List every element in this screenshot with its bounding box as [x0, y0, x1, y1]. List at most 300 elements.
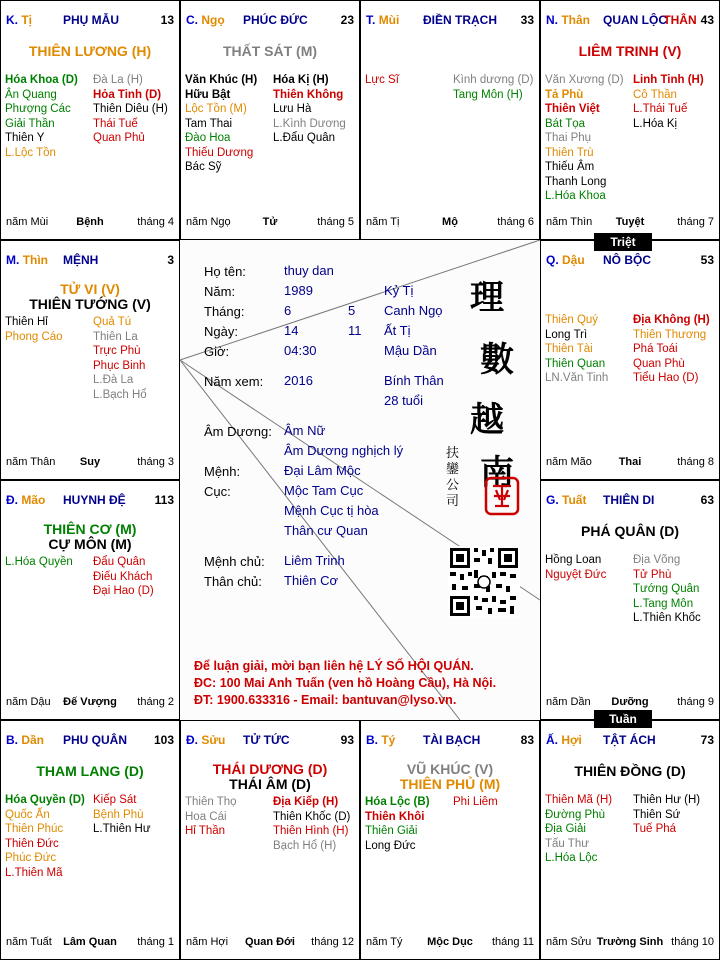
minor-star: Hóa Kị (H): [273, 74, 329, 86]
palace-year: năm Sửu: [546, 936, 592, 948]
palace-name: HUYNH ĐỆ: [63, 493, 126, 507]
minor-star: Thiên Quý: [545, 314, 599, 326]
palace-branch: Mão: [21, 493, 46, 507]
minor-star: Thiên Tài: [545, 343, 593, 355]
hour-can: Mậu Dần: [384, 343, 437, 358]
main-star: TỬ VI (V): [60, 281, 120, 297]
cuc-value-3: Thân cư Quan: [284, 523, 368, 538]
palace-header: [186, 733, 354, 749]
menh-chu-label: Mệnh chủ:: [204, 554, 265, 569]
than-chu-value: Thiên Cơ: [284, 573, 339, 588]
palace-number: 3: [167, 253, 174, 267]
star-list-right: [93, 315, 180, 402]
minor-star: Quan Phủ: [93, 132, 145, 144]
palace-tuat: [540, 480, 720, 720]
minor-star: Thiên Quan: [545, 357, 606, 370]
palace-month: tháng 12: [311, 936, 354, 948]
minor-star: Thai Phụ: [545, 132, 592, 144]
minor-star: Lộc Tồn (M): [185, 103, 247, 115]
palace-ngo: [180, 0, 360, 240]
minor-star: L.Hóa Lộc: [545, 852, 598, 864]
palace-branch: Tuất: [562, 493, 587, 507]
palace-branch: Thìn: [22, 253, 49, 267]
palace-branch-prefix: Ấ.: [546, 733, 558, 747]
palace-number-group: [341, 13, 354, 27]
palace-number: 73: [700, 733, 714, 747]
minor-star: Long Trì: [545, 328, 588, 341]
minor-star: Thiên Đức: [5, 837, 59, 850]
palace-month: tháng 8: [677, 456, 714, 468]
minor-star: Hóa Khoa (D): [5, 74, 78, 86]
main-star: THIÊN CƠ (M): [43, 521, 137, 537]
palace-footer: [546, 456, 714, 470]
palace-number: 33: [520, 13, 534, 27]
palace-name: PHU QUÂN: [63, 733, 128, 747]
palace-name: MỆNH: [63, 253, 99, 267]
palace-header: [6, 253, 174, 269]
palace-number-group: [167, 253, 174, 267]
star-list-left: [185, 795, 273, 839]
palace-month: tháng 1: [137, 936, 174, 948]
minor-star: Thiên Diêu (H): [93, 103, 168, 115]
palace-branch-prefix: Q.: [546, 253, 559, 267]
palace-branch: Mùi: [378, 13, 400, 27]
palace-month: tháng 9: [677, 696, 714, 708]
minor-star: Tả Phù: [545, 88, 584, 101]
palace-header: [6, 493, 174, 509]
main-star: THAM LANG (D): [36, 763, 144, 779]
palace-branch-prefix: G.: [546, 493, 559, 507]
minor-star: Giải Thần: [5, 117, 55, 130]
palace-number-group: [701, 493, 714, 507]
star-list-left: [545, 313, 633, 386]
palace-stage: Dưỡng: [611, 696, 649, 708]
palace-branch: Thân: [561, 13, 591, 27]
palace-number-group: [521, 13, 534, 27]
palace-stage: Mộc Dục: [427, 936, 473, 948]
palace-header: [546, 733, 714, 749]
minor-star: Địa Võng: [633, 554, 681, 566]
palace-branch: Ngọ: [201, 13, 225, 27]
minor-star: Đại Hao (D): [93, 585, 154, 597]
star-list-left: [365, 73, 453, 88]
minor-star: Tiểu Hao (D): [633, 372, 699, 384]
palace-footer: [366, 936, 534, 950]
triet-tag: Triệt: [594, 233, 652, 251]
minor-star: Lưu Hà: [273, 103, 312, 115]
minor-star: L.Thiên Mã: [5, 866, 63, 879]
star-list-right: [93, 73, 180, 146]
minor-star: Địa Không (H): [633, 314, 710, 326]
minor-star: Tam Thai: [185, 117, 233, 130]
minor-star: Thiên Thương: [633, 328, 707, 341]
palace-month: tháng 11: [491, 936, 534, 948]
qr-code: [448, 546, 520, 618]
minor-star: Thanh Long: [545, 175, 607, 188]
palace-name: TÀI BẠCH: [423, 733, 481, 747]
minor-star: Bát Tọa: [545, 117, 586, 130]
palace-dan: [0, 720, 180, 960]
star-list-left: [545, 73, 633, 204]
amduong-value-2: Âm Dương nghịch lý: [284, 443, 404, 458]
star-list-right: [273, 795, 360, 853]
month-can: Canh Ngọ: [384, 303, 443, 318]
hour-label: Giờ:: [204, 344, 230, 359]
minor-star: Bác Sỹ: [185, 161, 222, 173]
palace-branch-prefix: B.: [366, 733, 378, 747]
palace-year: năm Thìn: [546, 216, 593, 228]
palace-month: tháng 10: [671, 936, 714, 948]
palace-footer: [186, 216, 354, 230]
palace-stage: Đế Vượng: [63, 696, 117, 708]
minor-star: Thiên Phúc: [5, 823, 64, 835]
minor-star: Thiên Sứ: [633, 808, 681, 821]
year-value: 1989: [284, 283, 313, 298]
minor-star: Nguyệt Đức: [545, 568, 607, 581]
palace-branch-prefix: B.: [6, 733, 18, 747]
palace-branch-prefix: C.: [186, 13, 198, 27]
star-list-right: [633, 73, 720, 131]
palace-number: 103: [153, 733, 174, 747]
minor-star: L.Bạch Hổ: [93, 388, 147, 401]
minor-star: L.Đà La: [93, 374, 134, 386]
palace-header: [546, 253, 714, 269]
minor-star: Thiên Giải: [365, 825, 418, 837]
palace-footer: [6, 696, 174, 710]
palace-header: [366, 13, 534, 29]
age-value: 28 tuổi: [384, 393, 424, 408]
palace-stage: Thai: [618, 456, 642, 468]
star-list-right: [453, 795, 540, 810]
main-star: CỰ MÔN (M): [48, 536, 132, 552]
minor-star: L.Hóa Khoa: [545, 190, 606, 202]
minor-star: Phá Toái: [633, 343, 678, 355]
day-label: Ngày:: [204, 324, 238, 339]
star-list-left: [5, 73, 93, 160]
palace-name: ĐIỀN TRẠCH: [423, 13, 497, 27]
main-star: THIÊN TƯỚNG (V): [29, 296, 151, 312]
palace-number-group: [663, 13, 714, 27]
palace-footer: [546, 936, 714, 950]
minor-star: Thiên Hư (H): [633, 794, 701, 806]
palace-number-group: [521, 733, 534, 747]
palace-branch: Tị: [21, 13, 33, 27]
palace-footer: [546, 216, 714, 230]
star-list-right: [633, 553, 720, 626]
view-year-value: 2016: [284, 373, 313, 388]
minor-star: Điếu Khách: [93, 570, 153, 583]
hour-value: 04:30: [284, 343, 317, 358]
palace-year: năm Hợi: [186, 936, 229, 948]
palace-name: QUAN LỘC: [603, 13, 667, 27]
star-list-left: [365, 795, 453, 853]
main-star: PHÁ QUÂN (D): [581, 523, 679, 539]
palace-month: tháng 4: [137, 216, 174, 228]
palace-name: TỬ TỨC: [243, 733, 290, 747]
minor-star: Thiếu Âm: [545, 161, 595, 173]
calligraphy-small-text: 扶鑾公司: [446, 446, 460, 509]
main-star: LIÊM TRINH (V): [578, 43, 682, 59]
red-seal-stamp: [484, 476, 520, 516]
palace-footer: [366, 216, 534, 230]
minor-star: Thiên La: [93, 330, 138, 343]
minor-star: Quốc Ấn: [5, 808, 50, 821]
palace-footer: [6, 936, 174, 950]
palace-year: năm Mão: [546, 456, 592, 468]
palace-year: năm Dần: [546, 696, 591, 708]
palace-suu: [180, 720, 360, 960]
calligraphy-char-2: 數: [480, 340, 514, 380]
palace-number: 93: [340, 733, 354, 747]
palace-branch: Sửu: [201, 733, 226, 747]
palace-year: năm Tị: [366, 216, 400, 228]
minor-star: Thiên Hình (H): [273, 825, 349, 837]
palace-year: năm Tuất: [6, 936, 52, 948]
palace-name: THIÊN DI: [603, 493, 655, 507]
amduong-value-1: Âm Nữ: [284, 423, 326, 438]
minor-star: Hữu Bật: [185, 88, 231, 101]
star-list-right: [633, 313, 720, 386]
star-list-right: [453, 73, 540, 102]
cuc-value-2: Mệnh Cục tị hòa: [284, 503, 379, 518]
palace-number: 83: [520, 733, 534, 747]
view-year-can: Bính Thân: [384, 373, 444, 388]
minor-star: Thiên Khôi: [365, 810, 425, 823]
star-list-right: [93, 555, 180, 599]
minor-star: Thiên Việt: [545, 103, 600, 115]
palace-mao: [0, 480, 180, 720]
minor-star: L.Hóa Quyền: [5, 556, 73, 568]
main-star: THẤT SÁT (M): [222, 43, 318, 59]
minor-star: Bạch Hổ (H): [273, 839, 337, 852]
than-marker: THÂN: [663, 13, 697, 27]
amduong-label: Âm Dương:: [204, 424, 272, 439]
menh-label: Mệnh:: [204, 464, 241, 479]
minor-star: Thái Tuế: [93, 117, 138, 130]
star-list-left: [5, 793, 93, 880]
palace-year: năm Thân: [6, 456, 56, 468]
palace-footer: [6, 216, 174, 230]
main-star: THIÊN LƯƠNG (H): [28, 43, 152, 59]
palace-stage: Quan Đới: [245, 936, 295, 948]
minor-star: Tử Phù: [633, 568, 672, 581]
palace-month: tháng 6: [497, 216, 534, 228]
contact-line-1: Để luận giải, mời bạn liên hệ LÝ SỐ HỘI QUÁN.: [194, 659, 474, 673]
day-solar: 14: [284, 323, 299, 338]
minor-star: L.Kình Dương: [273, 117, 346, 130]
palace-number: 113: [154, 493, 174, 507]
minor-star: L.Đẩu Quân: [273, 132, 336, 144]
palace-number: 23: [340, 13, 354, 27]
palace-name: PHỤ MẪU: [63, 13, 119, 27]
contact-block: [194, 658, 496, 709]
palace-number-group: [154, 733, 174, 747]
main-star: THIÊN ĐỒNG (D): [574, 763, 686, 779]
palace-number: 43: [700, 13, 714, 27]
minor-star: L.Hóa Kị: [633, 117, 678, 130]
month-solar: 6: [284, 303, 292, 318]
palace-year: năm Ngọ: [186, 216, 231, 228]
palace-footer: [6, 456, 174, 470]
minor-star: Đường Phù: [545, 808, 605, 821]
minor-star: Thiên Thọ: [185, 796, 237, 808]
menh-chu-value: Liêm Trinh: [284, 553, 345, 568]
star-list-left: [545, 793, 633, 866]
palace-stage: Trường Sinh: [596, 936, 664, 948]
minor-star: Tấu Thư: [545, 837, 589, 850]
palace-year: năm Mùi: [6, 216, 49, 228]
center-info-panel: [180, 240, 540, 720]
palace-number-group: [341, 733, 354, 747]
minor-star: Kiếp Sát: [93, 794, 137, 806]
star-list-right: [633, 793, 720, 837]
month-lunar: 5: [348, 303, 356, 318]
than-chu-label: Thân chủ:: [204, 574, 262, 589]
year-can: Kỷ Tị: [384, 283, 414, 298]
minor-star: Hóa Quyền (D): [5, 794, 85, 806]
minor-star: Phượng Các: [5, 103, 71, 115]
minor-star: Địa Giải: [545, 823, 586, 835]
minor-star: Long Đức: [365, 839, 416, 852]
palace-than: [540, 0, 720, 240]
palace-month: tháng 7: [677, 216, 714, 228]
minor-star: L.Thiên Hư: [93, 823, 151, 835]
palace-number-group: [701, 733, 714, 747]
palace-stage: Tuyệt: [615, 216, 645, 228]
name-value: thuy dan: [284, 263, 334, 278]
main-star: THÁI DƯƠNG (D): [212, 761, 328, 777]
palace-month: tháng 3: [137, 456, 174, 468]
minor-star: Văn Xương (D): [545, 74, 624, 86]
star-list-right: [273, 73, 360, 146]
palace-ti: [360, 720, 540, 960]
palace-header: [546, 493, 714, 509]
palace-branch: Hợi: [561, 733, 582, 747]
minor-star: L.Tang Môn: [633, 597, 694, 610]
palace-header: [186, 13, 354, 29]
view-year-label: Năm xem:: [204, 374, 264, 389]
minor-star: Lực Sĩ: [365, 74, 399, 86]
palace-branch-prefix: T.: [366, 13, 376, 27]
minor-star: Ân Quang: [5, 88, 57, 101]
palace-number: 53: [700, 253, 714, 267]
palace-branch-prefix: N.: [546, 13, 558, 27]
star-list-left: [5, 315, 93, 344]
minor-star: Hóa Lộc (B): [365, 796, 430, 808]
minor-star: Đào Hoa: [185, 132, 231, 144]
minor-star: Tuế Phá: [633, 823, 677, 835]
minor-star: Phi Liêm: [453, 796, 498, 808]
minor-star: Kình dương (D): [453, 74, 534, 86]
minor-star: Hỏa Tinh (D): [93, 88, 162, 101]
minor-star: Tang Môn (H): [453, 88, 523, 101]
palace-year: năm Dậu: [6, 696, 51, 708]
minor-star: Đà La (H): [93, 74, 143, 86]
star-list-left: [5, 555, 93, 570]
day-can: Ất Tị: [384, 323, 411, 338]
star-list-left: [185, 73, 273, 175]
minor-star: Địa Kiếp (H): [273, 796, 339, 808]
minor-star: Hồng Loan: [545, 554, 602, 566]
palace-name: NÔ BỘC: [603, 253, 651, 267]
palace-month: tháng 2: [137, 696, 174, 708]
name-label: Họ tên:: [204, 264, 246, 279]
palace-name: PHÚC ĐỨC: [243, 13, 308, 27]
palace-number: 13: [160, 13, 174, 27]
minor-star: L.Thiên Khốc: [633, 612, 701, 624]
month-label: Tháng:: [204, 304, 245, 319]
star-list-left: [545, 553, 633, 582]
minor-star: Bệnh Phù: [93, 808, 144, 821]
palace-hoi: [540, 720, 720, 960]
tuan-tag: Tuần: [594, 710, 652, 728]
contact-line-3: ĐT: 1900.633316 - Email: bantuvan@lyso.vn.: [194, 693, 457, 707]
palace-stage: Mộ: [442, 216, 458, 228]
calligraphy-char-4: 南: [480, 453, 514, 493]
palace-month: tháng 5: [317, 216, 354, 228]
palace-year: năm Tý: [366, 936, 403, 948]
palace-branch: Dần: [21, 733, 45, 747]
minor-star: LN.Văn Tinh: [545, 372, 609, 384]
minor-star: Thiên Không: [273, 88, 344, 101]
minor-star: Quan Phù: [633, 357, 685, 370]
day-lunar: 11: [348, 323, 362, 338]
main-star: THÁI ÂM (D): [229, 776, 311, 792]
palace-number: 63: [700, 493, 714, 507]
palace-thin: [0, 240, 180, 480]
palace-branch: Tý: [381, 733, 396, 747]
palace-branch-prefix: Đ.: [6, 493, 18, 507]
minor-star: Phúc Đức: [5, 852, 57, 864]
palace-footer: [186, 936, 354, 950]
palace-stage: Suy: [79, 456, 101, 468]
year-label: Năm:: [204, 284, 236, 299]
minor-star: Linh Tinh (H): [633, 74, 704, 86]
minor-star: L.Lộc Tồn: [5, 146, 56, 159]
palace-header: [366, 733, 534, 749]
main-star: VŨ KHÚC (V): [406, 761, 494, 777]
minor-star: Thiên Khốc (D): [273, 810, 351, 823]
minor-star: Văn Khúc (H): [185, 74, 258, 86]
palace-header: [546, 13, 714, 29]
minor-star: Thiên Hỉ: [5, 316, 48, 328]
palace-stage: Bệnh: [76, 216, 104, 228]
calligraphy-char-1: 理: [470, 278, 504, 318]
minor-star: L.Thái Tuế: [633, 103, 688, 115]
minor-star: Thiếu Dương: [185, 146, 254, 159]
palace-number-group: [701, 253, 714, 267]
palace-stage: Lâm Quan: [63, 936, 117, 948]
cuc-label: Cục:: [204, 484, 231, 499]
minor-star: Phục Binh: [93, 359, 146, 372]
palace-header: [6, 13, 174, 29]
minor-star: Thiên Y: [5, 132, 45, 144]
minor-star: Thiên Trù: [545, 146, 594, 159]
palace-stage: Tử: [262, 216, 278, 228]
minor-star: Quả Tú: [93, 316, 132, 328]
palace-ty: [0, 0, 180, 240]
cuc-value-1: Mộc Tam Cục: [284, 483, 364, 498]
palace-dau: [540, 240, 720, 480]
minor-star: Hỉ Thần: [185, 825, 226, 837]
contact-line-2: ĐC: 100 Mai Anh Tuấn (ven hồ Hoàng Cầu), Hà Nội.: [194, 676, 497, 690]
minor-star: Hoa Cái: [185, 810, 227, 823]
minor-star: Đẩu Quân: [93, 556, 146, 568]
menh-value: Đại Lâm Mộc: [284, 463, 361, 478]
palace-name: TẬT ÁCH: [603, 733, 656, 747]
palace-mui: [360, 0, 540, 240]
minor-star: Trực Phù: [93, 345, 141, 357]
